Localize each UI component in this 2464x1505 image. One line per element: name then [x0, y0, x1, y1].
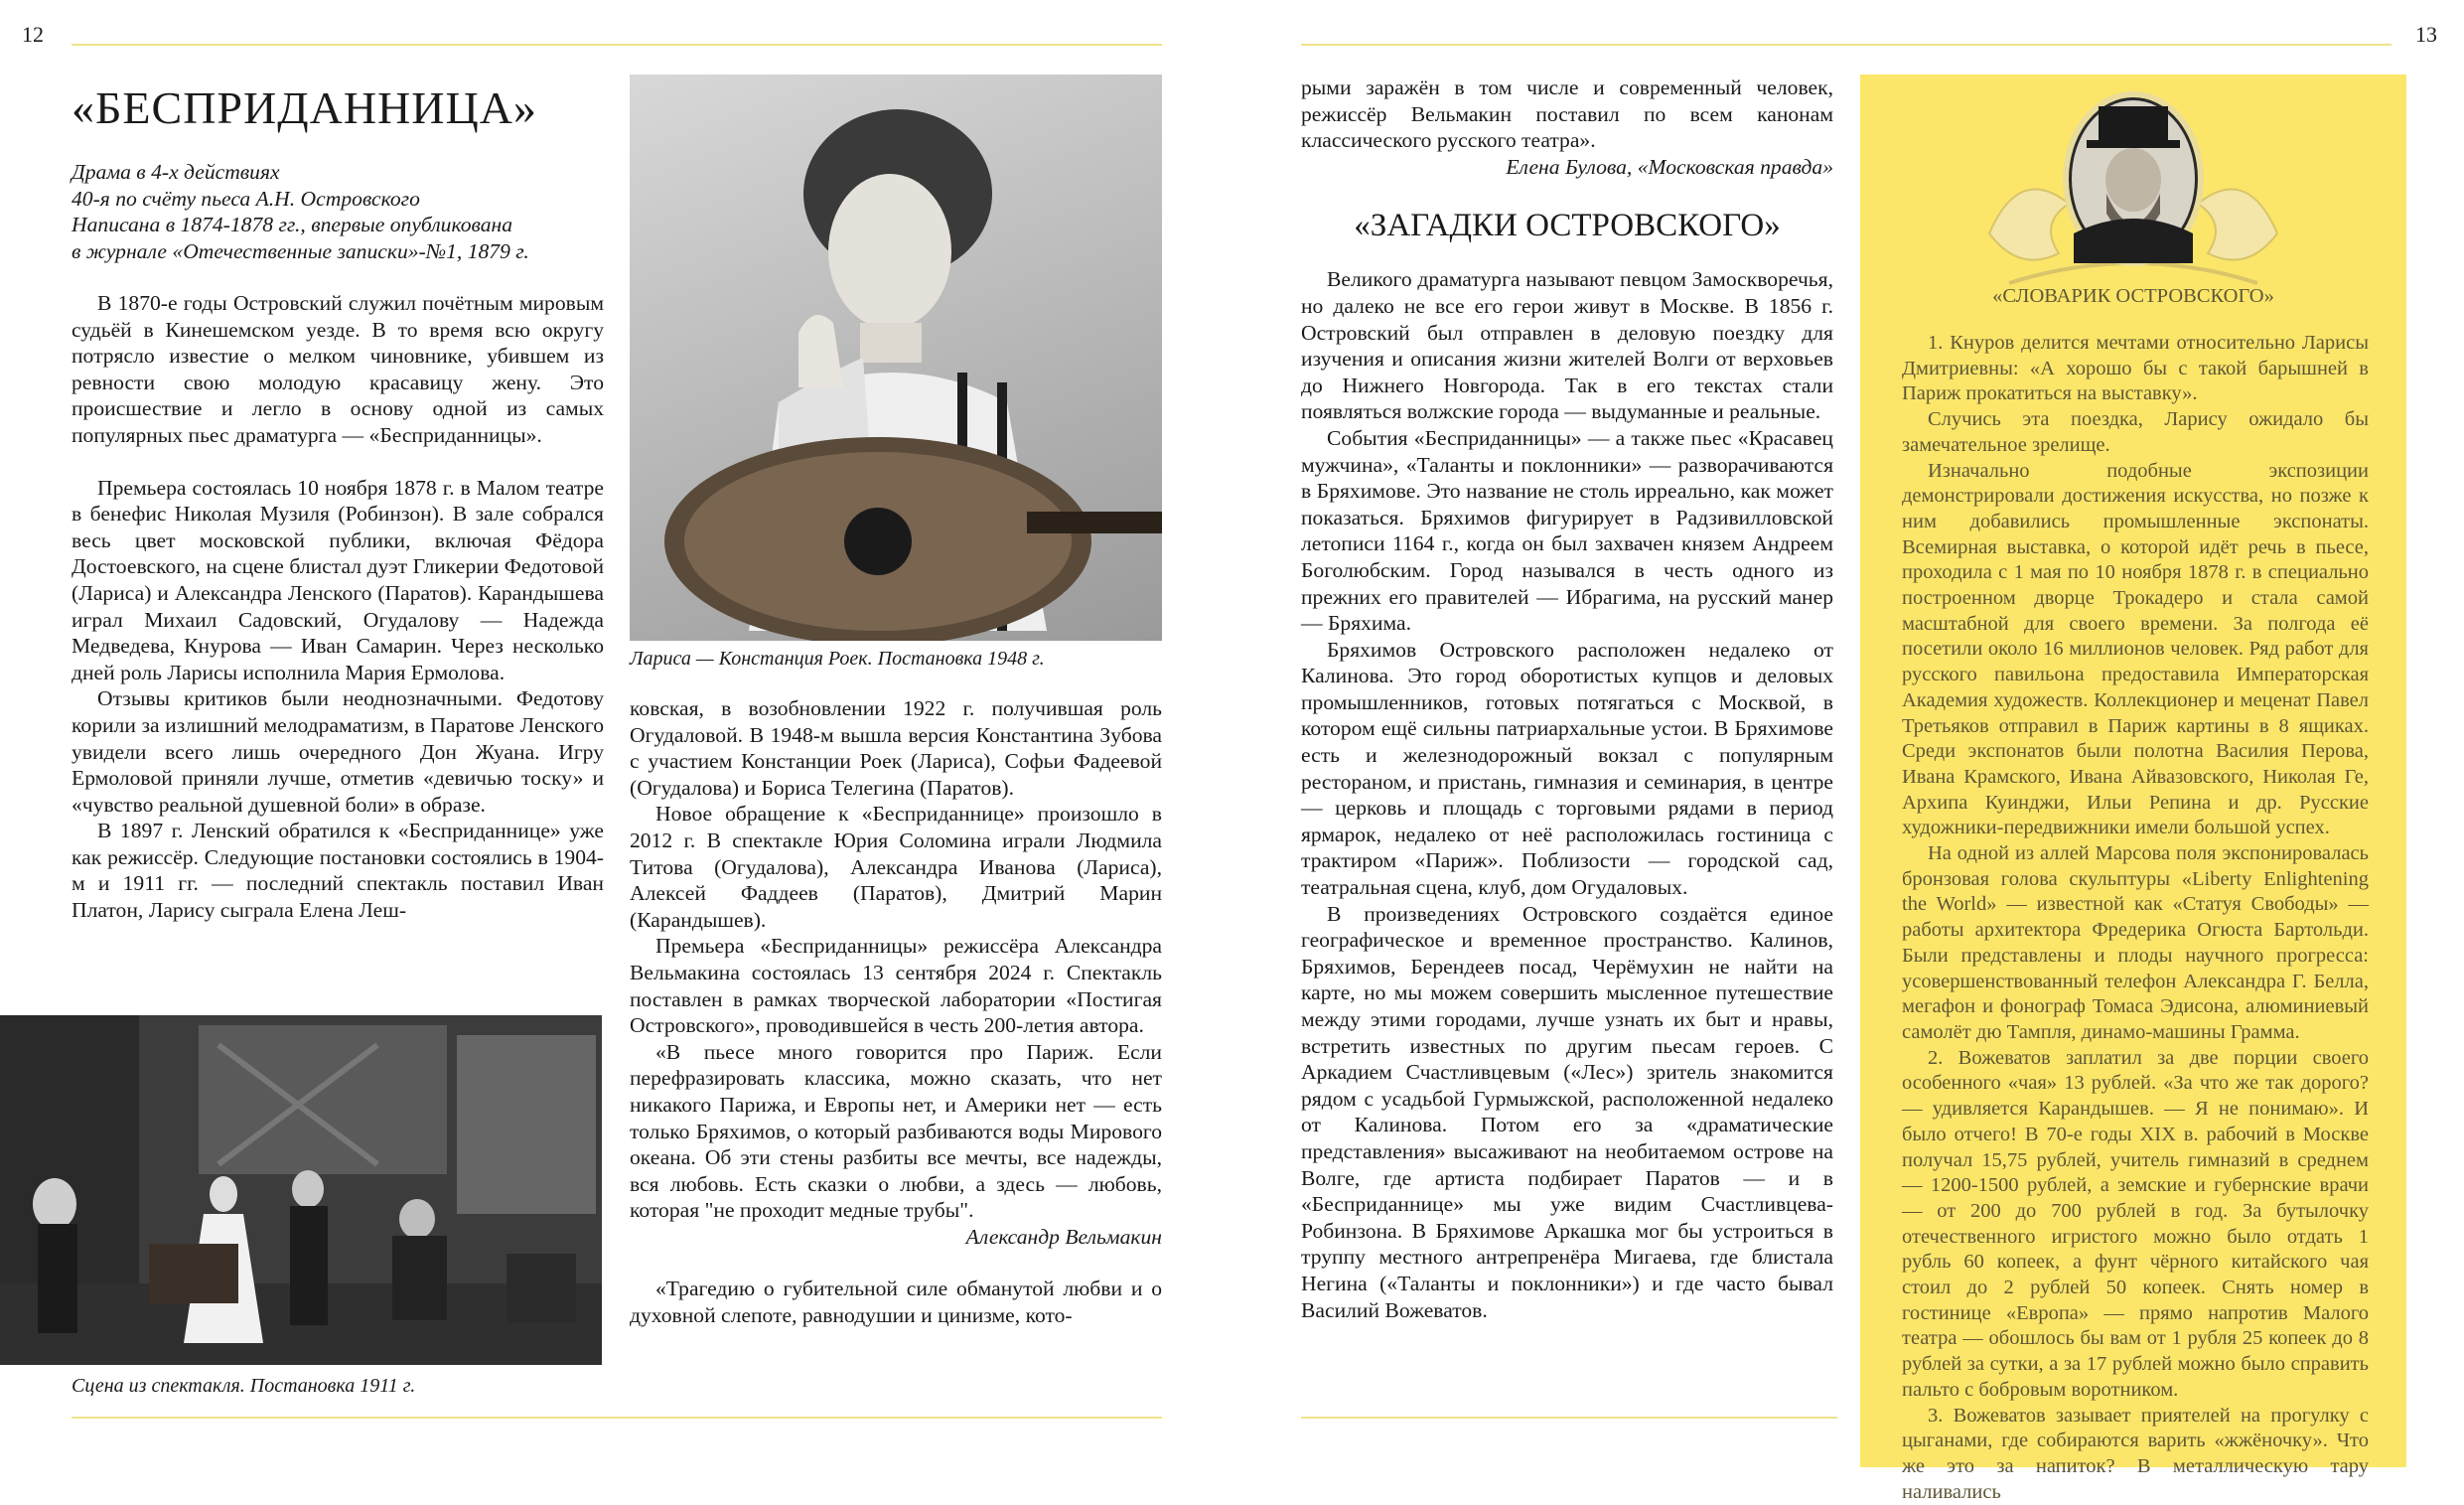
paragraph: Великого драматурга называют певцом Замоскворечья, но далеко не все его герои живут в Москве. В 1856 г. Островский был отправлен в деловую поездку для изучения и описания жизни жителей Волги от верховьев до Нижнего Новгорода. Так в его текстах стали появляться волжские города — выдуманные и реальные. — [1301, 267, 1833, 424]
quote-paragraph: «В пьесе много говорится про Париж. Если перефразировать классика, можно сказать, что нет никакого Парижа, и Европы нет, и Америки нет — есть только Бряхимов, о который разбиваются воды Мирового океана. Об эти стены разбиты все мечты, все надежды, вся любовь. Есть сказки о любви, а здесь — любовь, которая "не проходит медные трубы". — [630, 1039, 1162, 1223]
caption-photo-1: Лариса — Констанция Роек. Постановка 1948 г. — [630, 648, 1045, 670]
article-subtitle — [72, 159, 608, 264]
column-2 — [630, 695, 1162, 1329]
sidebar-paragraph: На одной из аллей Марсова поля экспонировалась бронзовая голова скульптуры «Liberty Enlightening the World» — известной как «Статуя Свободы» — работы архитектора Фредерика Огюста Бартольди. Были представлены и плоды научного прогресса: усовершенствованный телефон Александра Г. Белла, мегафон и фонограф Томаса Эдисона, алюминиевый самолёт дю Тампля, динамо-машины Грамма. — [1902, 842, 2369, 1043]
column-1 — [72, 290, 604, 924]
page-number-left: 12 — [22, 22, 44, 47]
ostrovsky-portrait-medallion — [1979, 84, 2287, 303]
quote-author: Елена Булова, «Московская правда» — [1506, 154, 1833, 179]
article-title: «БЕСПРИДАННИЦА» — [72, 82, 537, 133]
bottom-rule-left — [72, 1417, 1162, 1419]
bottom-rule-right — [1301, 1417, 1837, 1419]
sidebar-paragraph: 2. Вожеватов заплатил за две порции своего особенного «чая» 13 рублей. «За что же так дорого? — удивляется Карандышев. — Я не понимаю». И было отчего! В 70-е годы XIX в. рабочий в Москве получал 15,75 рублей, учитель гимназий в среднем — 1200-1500 рублей, а земские и губернские врачи — от 200 до 700 рублей в год. За бутылочку отечественного игристого можно было отдать 1 рубль 60 копеек, а фунт чёрного китайского чая стоил до 2 рублей 50 копеек. Снять номер в гостинице «Европа» — прямо напротив Малого театра — обошлось бы вам от 1 рубля 25 копеек до 8 рублей за сутки, а за 17 рублей можно было справить пальто с бобровым воротником. — [1902, 1046, 2369, 1401]
paragraph: События «Бесприданницы» — а также пьес «Красавец мужчина», «Таланты и поклонники» — разворачиваются в Бряхимове. Это название не столь ирреально, как может показаться. Бряхимов фигурирует в Радзивилловской летописи 1164 г., когда он был захвачен князем Андреем Боголюбским. Город назывался в честь одного из прежних его правителей — Ибрагима, на русский манер — Бряхима. — [1301, 425, 1833, 636]
caption-photo-2: Сцена из спектакля. Постановка 1911 г. — [72, 1375, 416, 1397]
paragraph: В произведениях Островского создаётся единое географическое и временное пространство. Калинов, Бряхимов, Берендеев посад, Черёмухин не найти на карте, но мы можем совершить мысленное путешествие между этими городами, лучше узнать их быт и нравы, встретить известных по другим пьесам героев. С Аркадием Счастливцевым («Лес») зритель знакомится рядом с усадьбой Гурмыжской, расположенной недалеко от Калинова. Потом его за «драматические представления» высаживают на необитаемом острове на Волге, где артиста подбирает Паратов — и в «Бесприданнице» мы уже видим Счастливцева-Робинзона. В Бряхимове Аркашка мог бы устроиться в труппу местного антрепренёра Мигаева, где блистала Негина («Таланты и поклонники») и где часто бывал Василий Вожеватов. — [1301, 901, 1833, 1322]
paragraph: ковская, в возобновлении 1922 г. получившая роль Огудаловой. В 1948-м вышла версия Константина Зубова с участием Констанции Роек (Лариса), Софьи Фадеевой (Огудалова) и Бориса Телегина (Паратов). — [630, 696, 1162, 800]
subtitle-line: Драма в 4-х действиях — [72, 160, 280, 184]
sidebar-paragraph: 1. Кнуров делится мечтами относительно Ларисы Дмитриевны: «А хорошо бы с такой барышней в Париж прокатиться на выставку». — [1902, 332, 2369, 405]
paragraph: Новое обращение к «Бесприданнице» произошло в 2012 г. В спектакле Юрия Соломина играли Людмила Титова (Огудалова), Александра Иванова (Лариса), Алексей Фаддеев (Паратов), Дмитрий Марин (Карандышев). — [630, 802, 1162, 932]
stage-illustration — [0, 1015, 602, 1365]
paragraph: рыми заражён в том числе и современный человек, режиссёр Вельмакин поставил по всем канонам классического русского театра». — [1301, 75, 1833, 153]
sidebar-dictionary — [1860, 75, 2406, 1503]
paragraph: Отзывы критиков были неоднозначными. Федотову корили за излишний мелодраматизм, в Паратове Ленского увидели всего лишь очередного Дон Жуана. Игру Ермоловой приняли лучше, отметив «девичью тоску» и «чувство реальной душевной боли» в образе. — [72, 686, 604, 817]
subtitle-line: 40-я по счёту пьеса А.Н. Островского — [72, 186, 420, 211]
page-number-right: 13 — [2415, 22, 2437, 47]
column-3 — [1301, 75, 1833, 1323]
paragraph: В 1870-е годы Островский служил почётным мировым судьёй в Кинешемском уезде. В то время всю округу потрясло известие о мелком чиновнике, убившем из ревности свою молодую красавицу жену. Это происшествие и легло в основу одной из самых популярных пьес драматурга — «Бесприданницы». — [72, 291, 604, 447]
top-rule-left — [72, 44, 1162, 46]
subtitle-line: в журнале «Отечественные записки»-№1, 1879 г. — [72, 238, 529, 263]
sidebar-paragraph: Случись эта поездка, Ларису ожидало бы замечательное зрелище. — [1902, 408, 2369, 456]
paragraph: Бряхимов Островского расположен недалеко от Калинова. Это город оборотистых купцов и деловых промышленников, готовых потягаться с Москвой, в котором ещё сильны патриархальные устои. В Бряхимове есть и железнодорожный вокзал с популярным рестораном, и пристань, гимназия и семинария, в центре — церковь и площадь с торговыми рядами в период ярмарок, недалеко от неё расположилась гостиница с трактиром «Париж». Поблизости — городской сад, театральная сцена, клуб, дом Огудаловых. — [1301, 637, 1833, 900]
quote-author: Александр Вельмакин — [965, 1224, 1162, 1249]
sidebar-title: «СЛОВАРИК ОСТРОВСКОГО» — [1992, 285, 2274, 307]
paragraph: «Трагедию о губительной силе обманутой любви и о духовной слепоте, равнодушии и цинизме, кото- — [630, 1277, 1162, 1328]
sidebar-paragraph: Изначально подобные экспозиции демонстрировали достижения искусства, но позже к ним добавились промышленные экспонаты. Всемирная выставка, о которой идёт речь в пьесе, проходила с 1 мая по 10 ноября 1878 г. в специально построенном дворце Трокадеро и стала самой масштабной для своего времени. За полгода её посетили около 16 миллионов человек. Ряд работ для русского павильона предоставила Императорская Академия художеств. Коллекционер и меценат Павел Третьяков отправил в Париж картины в 8 ящиках. Среди экспонатов были полотна Василия Перова, Ивана Крамского, Ивана Айвазовского, Николая Ге, Архипа Куинджи, Ильи Репина и др. Русские художники-передвижники имели большой успех. — [1902, 459, 2369, 839]
top-rule-right — [1301, 44, 2392, 46]
sidebar-body — [1902, 331, 2369, 1505]
paragraph: Премьера «Бесприданницы» режиссёра Александра Вельмакина состоялась 13 сентября 2024 г. Спектакль поставлен в рамках творческой лаборатории «Постигая Островского», проводившейся в честь 200-летия автора. — [630, 934, 1162, 1038]
section-title: «ЗАГАДКИ ОСТРОВСКОГО» — [1354, 208, 1781, 244]
paragraph: В 1897 г. Ленский обратился к «Бесприданнице» уже как режиссёр. Следующие постановки состоялись в 1904-м и 1911 гг. — последний спектакль поставил Иван Платон, Ларису сыграла Елена Леш- — [72, 819, 604, 923]
portrait-illustration — [630, 75, 1162, 641]
sidebar-paragraph: 3. Вожеватов зазывает приятелей на прогулку с цыганами, где собираются варить «жжёночку». Что же это за напиток? В металлическую тару наливались — [1902, 1404, 2369, 1503]
photo-larisa-portrait — [630, 75, 1162, 641]
subtitle-line: Написана в 1874-1878 гг., впервые опубликована — [72, 213, 513, 237]
photo-stage-1911 — [0, 1015, 602, 1365]
paragraph: Премьера состоялась 10 ноября 1878 г. в Малом театре в бенефис Николая Музиля (Робинзон). В зале собрался весь цвет московской публики, включая Фёдора Достоевского, на сцене блистал дуэт Гликерии Федотовой (Лариса) и Александра Ленского (Паратов). Карандышева играл Михаил Садовский, Огудалову — Надежда Медведева, Кнурова — Иван Самарин. Через несколько дней роль Ларисы исполнила Мария Ермолова. — [72, 475, 604, 684]
